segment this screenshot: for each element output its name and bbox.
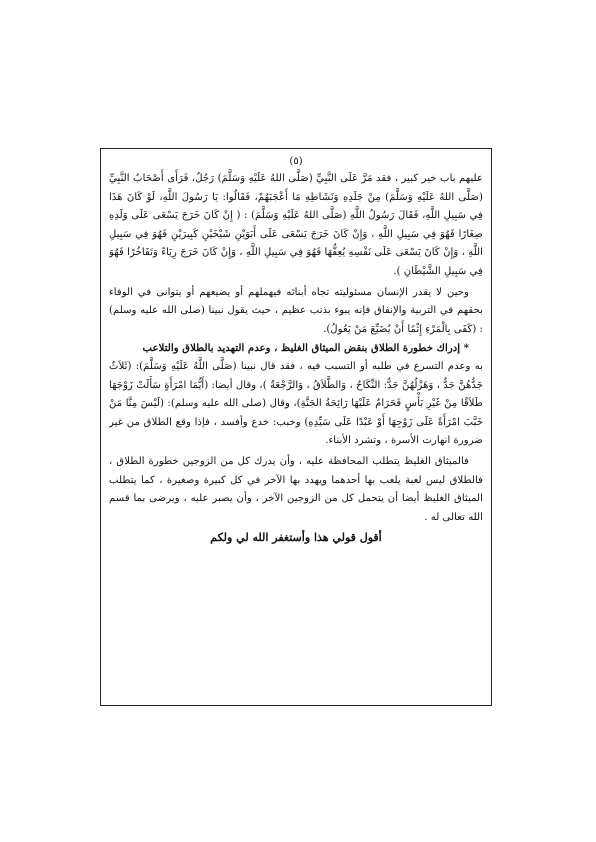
closing-line: أقول قولي هذا وأستغفر الله لي ولكم (210, 531, 382, 545)
paragraph-hadith-effort: عليهم باب خير كبير ، فقد مَرَّ عَلَى النَّبِيِّ (صَلَّى اللهُ عَلَيْهِ وَسَلَّمَ) رَجُلٌ، فَرَأَى أَصْحَابُ النَّبِيِّ (صَلَّى اللهُ عَلَيْهِ وَسَلَّمَ) مِنْ جَلَدِهِ وَنَشَاطِهِ مَا أَعْجَبَهُمْ، فَقَالُوا: يَا رَسُولَ اللَّهِ، لَوْ كَانَ هَذَا فِي سَبِيلِ اللَّهِ، فَقَالَ رَسُولُ اللَّهِ (صَلَّى اللهُ عَلَيْهِ وَسَلَّمَ) : ( إِنْ كَانَ خَرَجَ يَسْعَى عَلَى وَلَدِهِ صِغَارًا فَهُوَ فِي سَبِيلِ اللَّهِ ، وَإِنْ كَانَ خَرَجَ يَسْعَى عَلَى أَبَوَيْنِ شَيْخَيْنِ كَبِيرَيْنِ فَهُوَ فِي سَبِيلِ اللَّهِ ، وَإِنْ كَانَ يَسْعَى عَلَى نَفْسِهِ يُعِفُّهَا فَهُوَ فِي سَبِيلِ اللَّهِ ، وَإِنْ كَانَ خَرَجَ رِيَاءً وَتَفَاخُرًا فَهُوَ فِي سَبِيلِ الشَّيْطَانِ ). (109, 173, 483, 277)
paragraph-divorce-hadiths: به وعدم التسرع في طلبه أو التسبب فيه ، فقد قال نبينا (صَلَّى اللَّهُ عَلَيْهِ وَسَلَّمَ): (ثَلاَثٌ جَدُّهُنَّ جَدٌّ ، وَهَزْلُهُنَّ جَدٌّ: النِّكَاحُ ، وَالطَّلاَقُ ، وَالرَّجْعَةُ )، وقال أيضا: (أَيُّمَا امْرَأَةٍ سَأَلَتْ زَوْجَهَا طَلاَقًا مِنْ غَيْرِ بَأْسٍ فَحَرَامٌ عَلَيْهَا رَائِحَةُ الجَنَّةِ)، وقال (صلى الله عليه وسلم): (لَيْسَ مِنَّا مَنْ خَبَّبَ امْرَأَةً عَلَى زَوْجِهَا أَوْ عَبْدًا عَلَى سَيِّدِهِ) وخبب: خدع وأفسد ، فإذا وقع الطلاق من غير ضرورة انهارت الأسرة ، وتشرد الأبناء. (109, 360, 483, 447)
page-number: (٥) (289, 156, 303, 167)
paragraph-parental-responsibility: وحين لا يقدر الإنسان مسئوليته تجاه أبنائه فيهملهم أو يضيعهم أو يتوانى في الوفاء بحقهم في التربية والإنفاق فإنه يبوء بذنب عظيم ، حيث يقول نبينا (صلى الله عليه وسلم) : (كَفَى بِالْمَرْءِ إِثْمًا أَنْ يُضَيِّعَ مَنْ يَعُولُ). (109, 286, 483, 335)
page-frame (100, 148, 492, 706)
paragraph-solemn-covenant: فالميثاق الغليظ يتطلب المحافظة عليه ، وأن يدرك كل من الزوجين خطورة الطلاق ، فالطلاق ليس لعبة يلعب بها أحدهما ويهدد بها الآخر في كل كبيرة وصغيرة ، كما يتطلب الميثاق الغليظ أيضا أن يتحمل كل من الزوجين الآخر ، وأن يصبر عليه ، ويرضى بما قسم الله تعالى له . (109, 455, 483, 523)
page-content (109, 155, 483, 697)
section-heading-divorce: * إدراك خطورة الطلاق بنقض الميثاق الغليظ ، وعدم التهديد بالطلاق والتلاعب (142, 342, 469, 355)
